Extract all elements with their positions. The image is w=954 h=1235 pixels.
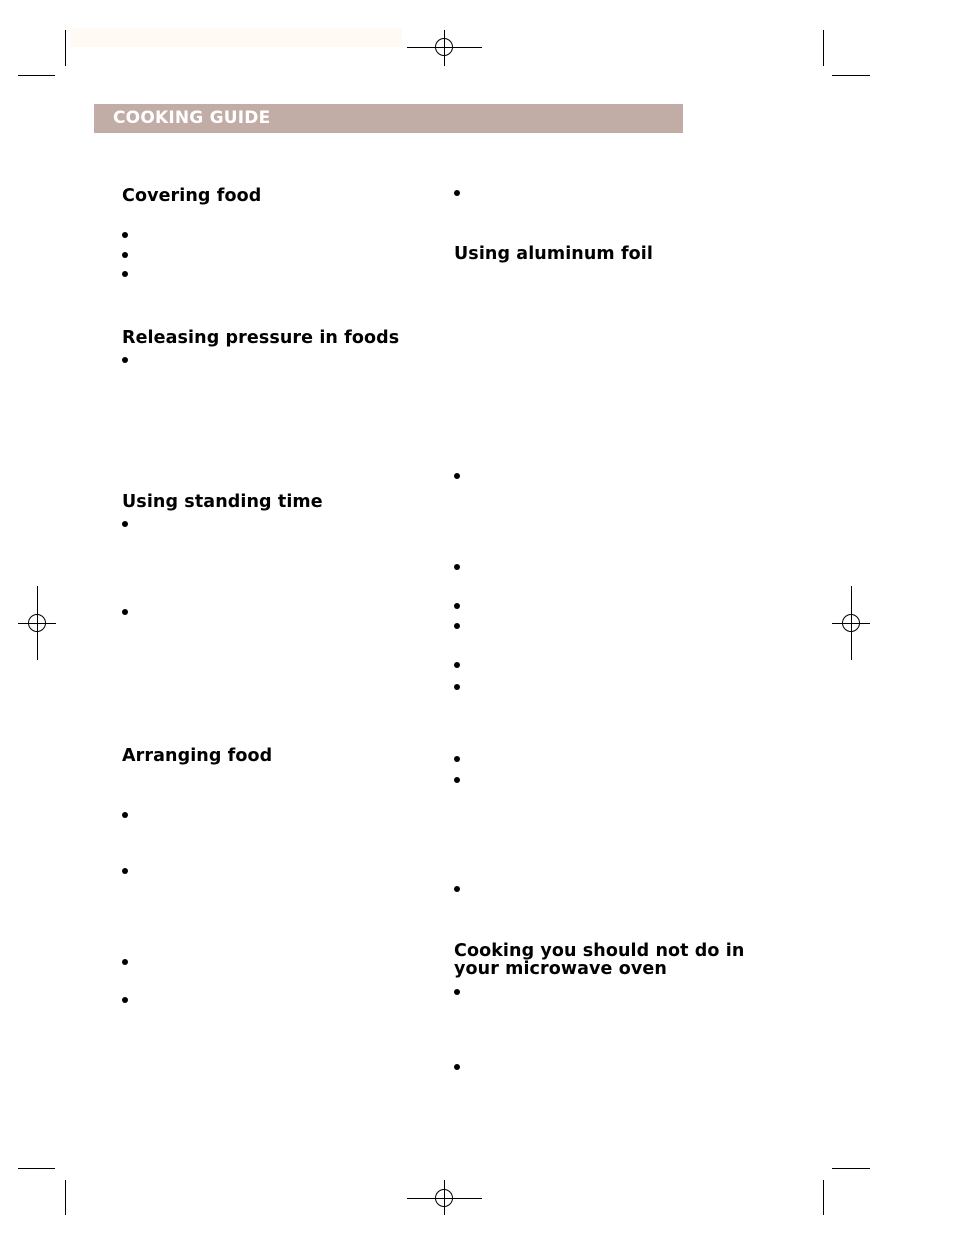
registration-circle <box>842 614 860 632</box>
bullet <box>454 756 460 762</box>
bullet <box>122 271 128 277</box>
heading-releasing-pressure: Releasing pressure in foods <box>122 328 400 348</box>
bullet <box>122 232 128 238</box>
bullet <box>122 812 128 818</box>
top-tint-strip <box>70 28 402 47</box>
bullet <box>122 997 128 1003</box>
bullet <box>122 357 128 363</box>
registration-circle <box>28 614 46 632</box>
bullet <box>454 623 460 629</box>
bullet <box>454 190 460 196</box>
crop-mark <box>832 1168 870 1169</box>
heading-should-not-do: Cooking you should not do in your microwave oven <box>454 941 745 979</box>
registration-circle <box>435 1189 453 1207</box>
heading-covering-food: Covering food <box>122 186 262 206</box>
bullet <box>454 1064 460 1070</box>
bullet <box>454 473 460 479</box>
bullet <box>122 959 128 965</box>
bullet <box>454 603 460 609</box>
crop-mark <box>832 75 870 76</box>
bullet <box>122 521 128 527</box>
crop-mark <box>18 1168 55 1169</box>
heading-arranging-food: Arranging food <box>122 746 273 766</box>
bullet <box>454 684 460 690</box>
bullet <box>122 252 128 258</box>
section-header-band <box>94 104 683 133</box>
crop-mark <box>65 30 66 66</box>
registration-circle <box>435 38 453 56</box>
bullet <box>454 886 460 892</box>
bullet <box>454 777 460 783</box>
section-title: COOKING GUIDE <box>113 108 271 128</box>
crop-mark <box>65 1180 66 1215</box>
bullet <box>454 564 460 570</box>
bullet <box>122 868 128 874</box>
bullet <box>454 989 460 995</box>
bullet <box>454 662 460 668</box>
bullet <box>122 609 128 615</box>
heading-standing-time: Using standing time <box>122 492 323 512</box>
crop-mark <box>823 30 824 66</box>
crop-mark <box>823 1180 824 1215</box>
heading-aluminum-foil: Using aluminum foil <box>454 244 653 264</box>
crop-mark <box>18 75 55 76</box>
